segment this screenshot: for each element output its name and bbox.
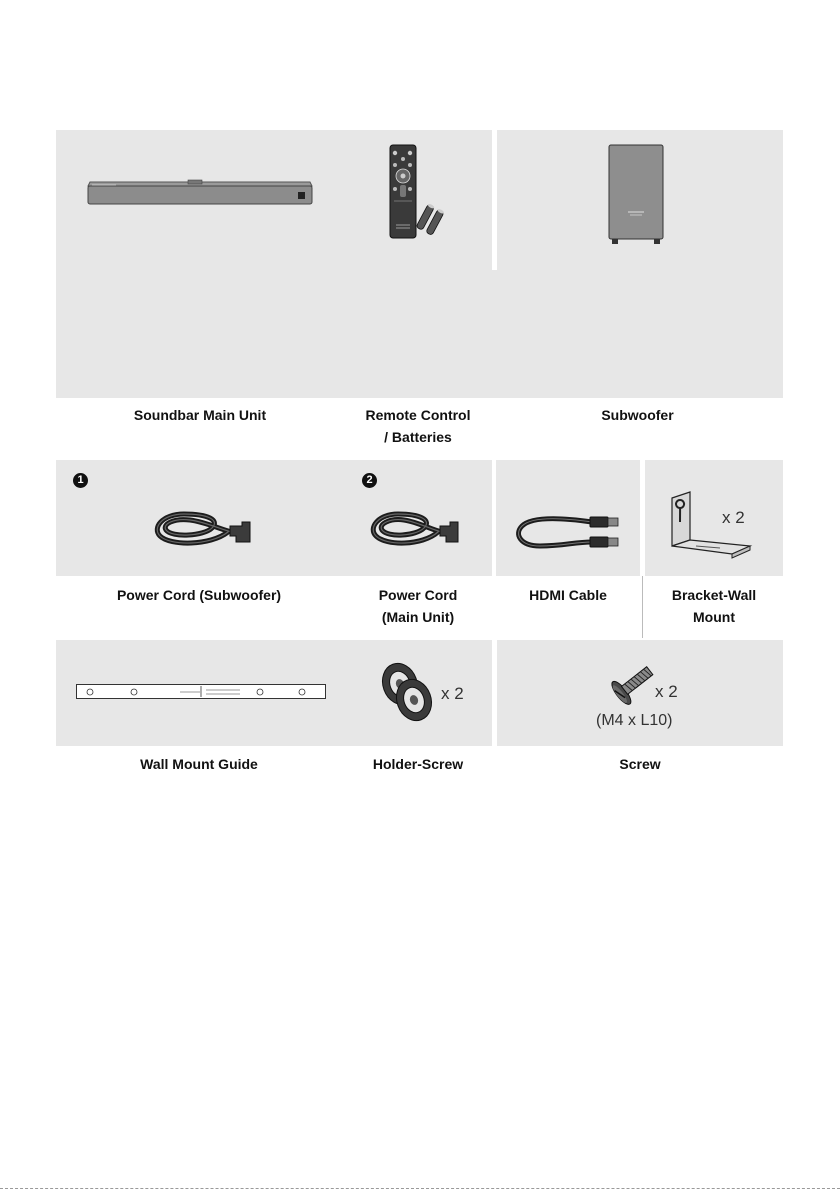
power-cord-main-image — [368, 506, 462, 550]
holder-screw-label: Holder-Screw — [372, 756, 464, 772]
bracket-quantity: x 2 — [722, 508, 745, 527]
subwoofer-panel-bottom — [492, 270, 783, 398]
wall-mount-guide-image — [76, 684, 326, 700]
power-cord-subwoofer-label: Power Cord (Subwoofer) — [116, 587, 282, 603]
soundbar-label: Soundbar Main Unit — [133, 407, 267, 423]
hdmi-cable-label: HDMI Cable — [529, 587, 607, 603]
wall-mount-guide-label: Wall Mount Guide — [140, 756, 258, 772]
remote-label-line2: / Batteries — [384, 429, 452, 445]
bracket-label-line2: Mount — [693, 609, 735, 625]
item-number-1: 1 — [73, 473, 88, 488]
item-number-2: 2 — [362, 473, 377, 488]
power-cord-subwoofer-image — [150, 506, 252, 550]
bracket-divider — [642, 576, 643, 638]
power-cord-main-label-line2: (Main Unit) — [381, 609, 455, 625]
holder-screw-quantity: x 2 — [441, 684, 464, 703]
screw-image — [608, 660, 660, 706]
remote-label-line1: Remote Control — [365, 407, 471, 423]
subwoofer-label: Subwoofer — [601, 407, 674, 423]
page-bottom-rule — [0, 1188, 840, 1189]
subwoofer-image — [608, 144, 664, 246]
bracket-label-line1: Bracket-Wall — [671, 587, 757, 603]
power-cord-main-label-line1: Power Cord — [378, 587, 458, 603]
holder-screw-image — [374, 660, 438, 724]
screw-quantity: x 2 — [655, 682, 678, 701]
remote-control-image — [386, 145, 450, 241]
soundbar-image — [84, 176, 316, 210]
screw-label: Screw — [619, 756, 661, 772]
screw-spec: (M4 x L10) — [596, 712, 673, 729]
hdmi-cable-image — [514, 512, 624, 552]
